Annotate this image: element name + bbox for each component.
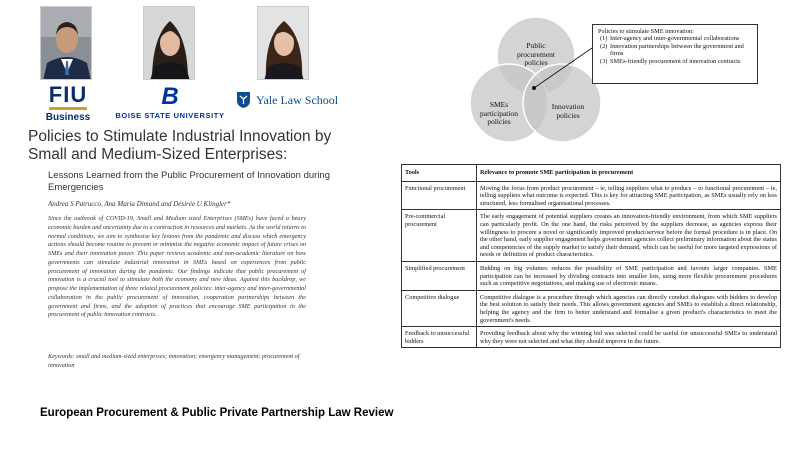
- boise-state-logo: [112, 83, 228, 120]
- policy-item-number: (3): [600, 57, 608, 65]
- table-cell-tool: Simplified procurement: [402, 261, 477, 290]
- paper-keywords: Keywords: small and medium-sized enterprises; innovation; emergency management; procurement of innovation: [48, 353, 300, 369]
- table-cell-relevance: Providing feedback about why the winning bid was selected could be useful for unsuccessful SMEs to understand why they were not selected and what they should improve in the future.: [477, 327, 781, 348]
- policy-item-number: (1): [600, 35, 608, 43]
- fiu-logo-subtitle: Business: [45, 112, 91, 123]
- table-cell-relevance: Moving the focus from product procurement – ie, telling suppliers what to produce – to functional procurement – ie, telling suppliers what outcome is expected. This is key for attracting SME participation, as SMEs usually rely on less structured, less formalised organisational processes.: [477, 181, 781, 210]
- policy-item-text: SMEs-friendly procurement of innovation contracts: [610, 57, 741, 65]
- table-row: [402, 261, 781, 290]
- table-row: [402, 290, 781, 326]
- table-cell-relevance: Bidding on big volumes reduces the possibility of SME participation and favours larger companies. SME participation can be increased by dividing contracts into smaller lots, using more flexible procurement procedures such as competitive negotiations, and making use of electronic means.: [477, 261, 781, 290]
- author-photo-2: [143, 6, 195, 80]
- policy-box-title: Policies to stimulate SME innovation:: [598, 28, 694, 35]
- table-cell-tool: Feedback to unsuccessful bidders: [402, 327, 477, 348]
- author-photo-1: [40, 6, 92, 80]
- paper-subtitle: Lessons Learned from the Public Procurement of Innovation during Emergencies: [48, 170, 330, 193]
- table-cell-tool: Functional procurement: [402, 181, 477, 210]
- column-header-tools: Tools: [402, 165, 477, 182]
- policy-item-number: (2): [600, 42, 608, 50]
- fiu-business-logo: [40, 84, 96, 123]
- table-row: [402, 210, 781, 262]
- fiu-logo-mark: FIU: [49, 84, 87, 110]
- person-photo-icon: [41, 7, 92, 80]
- policy-box: [592, 24, 758, 84]
- paper-title: Policies to Stimulate Industrial Innovation by Small and Medium-Sized Enterprises:: [28, 128, 332, 163]
- table-cell-tool: Pre-commercial procurement: [402, 210, 477, 262]
- yale-law-logo: [236, 91, 338, 109]
- venn-label-innovation: Innovation policies: [551, 102, 585, 120]
- yale-shield-icon: [236, 91, 251, 109]
- policy-item: [598, 58, 752, 65]
- column-header-relevance: Relevance to promote SME participation in procurement: [477, 165, 781, 182]
- paper-authors: Andrea S Patrucco, Ana Maria Dimand and Désirée U Klingler*: [48, 200, 231, 208]
- policy-item-text: Inter-agency and inter-governmental collaborations: [610, 35, 740, 43]
- venn-label-public-procurement: Public procurement policies: [517, 41, 555, 67]
- person-photo-icon: [258, 7, 309, 80]
- policy-item: [598, 35, 752, 42]
- table-cell-tool: Competitive dialogue: [402, 290, 477, 326]
- table-cell-relevance: The early engagement of potential suppliers creates an innovation-friendly environment, from which SME suppliers can particularly profit. On the one hand, the risks perceived by the suppliers decrease, as agencies express their willingness to procure a novel or significantly improved product/service before the formal procedure is in place. On the other hand, early supplier engagement helps government agencies collect preliminary information about the status and competencies of the supply market to satisfy their demand, which can be useful for more targeted expressions of needs or definition of product characteristics.: [477, 210, 781, 262]
- policy-item-text: Innovation partnerships between the government and firms: [610, 42, 744, 58]
- table-cell-relevance: Competitive dialogue is a procedure through which agencies can directly conduct dialogues with bidders to develop the best solution to satisfy their needs. This allows government agencies and SMEs to establish a direct relationship, helping the agency and the firm to better understand and formalise a given product's characteristics to meet the government's needs.: [477, 290, 781, 326]
- table-header-row: [402, 165, 781, 182]
- bsu-logo-mark: B: [161, 83, 179, 110]
- policy-item: [598, 43, 752, 58]
- venn-label-sme-participation: SMEs participation policies: [480, 100, 518, 126]
- journal-name: European Procurement & Public Private Partnership Law Review: [40, 407, 394, 419]
- person-photo-icon: [144, 7, 195, 80]
- venn-diagram: [462, 8, 602, 148]
- paper-abstract: Since the outbreak of COVID-19, Small and Medium sized Enterprises (SMEs) have faced a heavy economic burden and uncertainty due to a contraction in resources and markets. As the world returns to normal conditions, we aim to synthesise key lessons from the pandemic and discuss which emergency actions should become routine to prevent or minimise the negative economic impact of future crises on SMEs and their innovation power. This paper reviews academic and non-academic literature on how governments can stimulate industrial innovation in SMEs based on experiences from public procurement of innovation during the pandemic. Our findings indicate that public procurement of innovation is a crucial tool to stimulate both the economy and new ideas. Against this backdrop, we propose the implementation of three related procurement policies: inter-agency and inter-governmental collaboration in the public procurement of innovation, cooperation partnerships between the government and firms, and the adoption of practices that encourage SME participation in the procurement of public innovation contracts.: [48, 215, 306, 319]
- tools-table: [401, 164, 781, 348]
- yale-logo-text: Yale Law School: [256, 92, 339, 107]
- table-row: [402, 327, 781, 348]
- table-row: [402, 181, 781, 210]
- author-photo-3: [257, 6, 309, 80]
- bsu-logo-subtitle: BOISE STATE UNIVERSITY: [115, 111, 225, 120]
